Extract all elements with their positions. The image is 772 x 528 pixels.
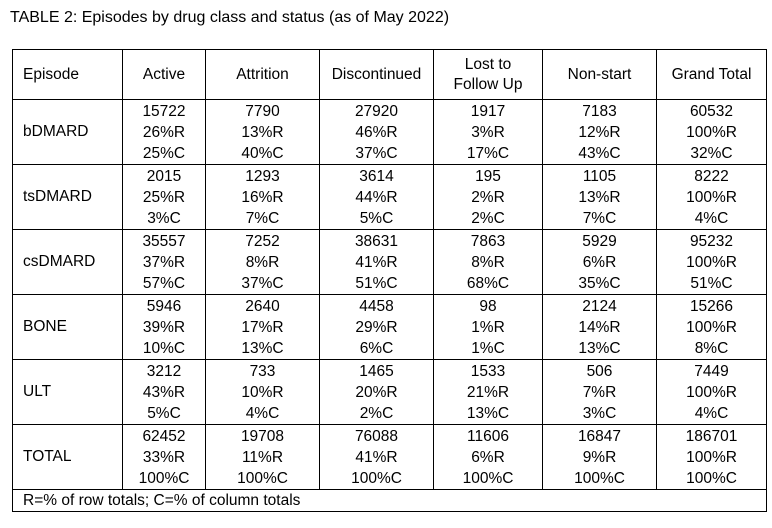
- cell-non-start: [543, 230, 657, 295]
- cell-row-percent: 100%R: [686, 448, 737, 466]
- cell-grand-total: [657, 360, 767, 425]
- cell-row-percent: 41%R: [355, 253, 398, 271]
- row-label: ULT: [13, 360, 123, 425]
- cell-column-percent: 7%C: [245, 209, 280, 227]
- cell-non-start: [543, 295, 657, 360]
- cell-column-percent: 68%C: [466, 274, 510, 292]
- cell-column-percent: 37%C: [355, 144, 398, 162]
- column-header-lost-line2: Follow Up: [453, 75, 523, 93]
- cell-column-percent: 2%C: [471, 209, 505, 227]
- cell-count: 35557: [142, 232, 186, 250]
- cell-row-percent: 12%R: [578, 123, 621, 141]
- cell-row-percent: 17%R: [241, 318, 284, 336]
- row-label: BONE: [13, 295, 123, 360]
- cell-grand-total: [657, 295, 767, 360]
- cell-column-percent: 25%C: [142, 144, 186, 162]
- cell-row-percent: 39%R: [142, 318, 186, 336]
- cell-row-percent: 33%R: [142, 448, 186, 466]
- header-row: [13, 50, 767, 100]
- cell-lost-to-follow-up: [434, 100, 543, 165]
- cell-count: 5946: [146, 297, 182, 315]
- cell-count: 186701: [685, 427, 738, 445]
- cell-row-percent: 20%R: [355, 383, 398, 401]
- episodes-table: [12, 49, 767, 512]
- cell-column-percent: 100%C: [237, 469, 288, 487]
- row-label: bDMARD: [13, 100, 123, 165]
- cell-count: 1917: [470, 102, 506, 120]
- column-header-grand-total: Grand Total: [657, 50, 767, 100]
- cell-column-percent: 100%C: [138, 469, 190, 487]
- cell-active: [123, 230, 206, 295]
- footer-row: [13, 490, 767, 512]
- cell-column-percent: 13%C: [466, 404, 510, 422]
- cell-count: 1533: [470, 362, 506, 380]
- cell-column-percent: 51%C: [690, 274, 733, 292]
- cell-attrition: [206, 165, 320, 230]
- cell-count: 733: [249, 362, 276, 380]
- cell-non-start: [543, 100, 657, 165]
- table-row: [13, 425, 767, 490]
- cell-lost-to-follow-up: [434, 295, 543, 360]
- cell-count: 1465: [359, 362, 394, 380]
- cell-row-percent: 11%R: [241, 448, 284, 466]
- cell-row-percent: 2%R: [471, 188, 505, 206]
- cell-column-percent: 4%C: [694, 209, 729, 227]
- cell-count: 11606: [467, 427, 509, 445]
- column-header-lost-line1: Lost to: [464, 55, 512, 73]
- cell-row-percent: 13%R: [241, 123, 284, 141]
- cell-column-percent: 10%C: [142, 339, 186, 357]
- cell-column-percent: 2%C: [359, 404, 394, 422]
- row-label: tsDMARD: [13, 165, 123, 230]
- cell-count: 7183: [582, 102, 617, 120]
- table-row: [13, 165, 767, 230]
- cell-row-percent: 26%R: [142, 123, 186, 141]
- cell-non-start: [543, 165, 657, 230]
- column-header-non-start: Non-start: [543, 50, 657, 100]
- cell-column-percent: 5%C: [147, 404, 181, 422]
- cell-count: 7449: [694, 362, 729, 380]
- cell-count: 62452: [142, 427, 186, 445]
- cell-active: [123, 360, 206, 425]
- cell-grand-total: [657, 100, 767, 165]
- cell-count: 8222: [694, 167, 729, 185]
- cell-count: 195: [475, 167, 501, 185]
- cell-grand-total: [657, 165, 767, 230]
- cell-column-percent: 3%C: [147, 209, 181, 227]
- cell-count: 506: [586, 362, 613, 380]
- cell-lost-to-follow-up: [434, 165, 543, 230]
- row-label: csDMARD: [13, 230, 123, 295]
- cell-column-percent: 35%C: [578, 274, 621, 292]
- cell-column-percent: 13%C: [578, 339, 621, 357]
- cell-discontinued: [320, 230, 434, 295]
- cell-count: 98: [479, 297, 497, 315]
- cell-column-percent: 4%C: [694, 404, 729, 422]
- cell-column-percent: 8%C: [694, 339, 729, 357]
- cell-count: 4458: [359, 297, 394, 315]
- cell-grand-total: [657, 425, 767, 490]
- cell-count: 7863: [470, 232, 506, 250]
- cell-count: 15722: [142, 102, 186, 120]
- cell-row-percent: 100%R: [686, 383, 737, 401]
- cell-row-percent: 100%R: [686, 188, 737, 206]
- cell-row-percent: 44%R: [355, 188, 398, 206]
- cell-grand-total: [657, 230, 767, 295]
- table-row: [13, 100, 767, 165]
- cell-row-percent: 25%R: [142, 188, 186, 206]
- cell-attrition: [206, 425, 320, 490]
- cell-count: 16847: [577, 427, 622, 445]
- cell-column-percent: 40%C: [241, 144, 284, 162]
- column-header-active: Active: [123, 50, 206, 100]
- cell-discontinued: [320, 360, 434, 425]
- table-footnote: R=% of row totals; C=% of column totals: [13, 490, 767, 512]
- cell-column-percent: 100%C: [351, 469, 402, 487]
- cell-column-percent: 3%C: [582, 404, 617, 422]
- cell-count: 15266: [689, 297, 734, 315]
- column-header-discontinued: Discontinued: [320, 50, 434, 100]
- cell-lost-to-follow-up: [434, 425, 543, 490]
- cell-count: 60532: [689, 102, 734, 120]
- cell-count: 1293: [245, 167, 280, 185]
- cell-count: 76088: [354, 427, 399, 445]
- cell-discontinued: [320, 425, 434, 490]
- cell-count: 7790: [245, 102, 280, 120]
- table-row: [13, 230, 767, 295]
- cell-column-percent: 7%C: [582, 209, 617, 227]
- cell-row-percent: 6%R: [582, 253, 617, 271]
- cell-row-percent: 13%R: [578, 188, 621, 206]
- cell-column-percent: 100%C: [462, 469, 514, 487]
- cell-row-percent: 100%R: [686, 123, 737, 141]
- cell-lost-to-follow-up: [434, 230, 543, 295]
- row-label: TOTAL: [13, 425, 123, 490]
- cell-non-start: [543, 425, 657, 490]
- cell-row-percent: 46%R: [355, 123, 398, 141]
- cell-row-percent: 8%R: [471, 253, 505, 271]
- cell-row-percent: 41%R: [355, 448, 398, 466]
- cell-discontinued: [320, 100, 434, 165]
- cell-count: 2640: [245, 297, 280, 315]
- column-header-attrition: Attrition: [206, 50, 320, 100]
- cell-row-percent: 43%R: [142, 383, 186, 401]
- cell-row-percent: 37%R: [142, 253, 186, 271]
- table-row: [13, 360, 767, 425]
- cell-row-percent: 14%R: [578, 318, 621, 336]
- cell-column-percent: 13%C: [241, 339, 284, 357]
- cell-column-percent: 4%C: [245, 404, 280, 422]
- cell-column-percent: 6%C: [359, 339, 394, 357]
- cell-row-percent: 9%R: [582, 448, 617, 466]
- cell-column-percent: 32%C: [690, 144, 733, 162]
- cell-column-percent: 1%C: [471, 339, 505, 357]
- cell-column-percent: 43%C: [578, 144, 621, 162]
- cell-row-percent: 7%R: [582, 383, 617, 401]
- cell-discontinued: [320, 165, 434, 230]
- table-row: [13, 295, 767, 360]
- cell-column-percent: 5%C: [359, 209, 394, 227]
- cell-attrition: [206, 100, 320, 165]
- cell-count: 38631: [354, 232, 399, 250]
- cell-row-percent: 21%R: [466, 383, 510, 401]
- cell-lost-to-follow-up: [434, 360, 543, 425]
- column-header-lost-to-follow-up: [434, 50, 543, 100]
- column-header-episode: Episode: [13, 50, 123, 100]
- cell-row-percent: 1%R: [471, 318, 505, 336]
- cell-column-percent: 51%C: [355, 274, 398, 292]
- table-body: [13, 100, 767, 490]
- cell-attrition: [206, 360, 320, 425]
- cell-non-start: [543, 360, 657, 425]
- cell-column-percent: 37%C: [241, 274, 284, 292]
- cell-count: 5929: [582, 232, 617, 250]
- cell-row-percent: 29%R: [355, 318, 398, 336]
- cell-attrition: [206, 230, 320, 295]
- cell-column-percent: 57%C: [142, 274, 186, 292]
- cell-column-percent: 100%C: [574, 469, 625, 487]
- cell-count: 3212: [146, 362, 182, 380]
- cell-count: 1105: [582, 167, 617, 185]
- cell-row-percent: 10%R: [241, 383, 284, 401]
- cell-row-percent: 3%R: [471, 123, 505, 141]
- cell-active: [123, 295, 206, 360]
- cell-count: 27920: [354, 102, 399, 120]
- cell-discontinued: [320, 295, 434, 360]
- cell-count: 3614: [359, 167, 394, 185]
- cell-attrition: [206, 295, 320, 360]
- cell-active: [123, 165, 206, 230]
- cell-count: 2124: [582, 297, 617, 315]
- cell-row-percent: 100%R: [686, 318, 737, 336]
- cell-count: 7252: [245, 232, 280, 250]
- cell-row-percent: 6%R: [471, 448, 505, 466]
- cell-count: 2015: [146, 167, 182, 185]
- cell-row-percent: 8%R: [245, 253, 280, 271]
- cell-active: [123, 100, 206, 165]
- cell-count: 95232: [689, 232, 734, 250]
- cell-row-percent: 16%R: [241, 188, 284, 206]
- table-caption: TABLE 2: Episodes by drug class and status (as of May 2022): [10, 9, 450, 26]
- cell-row-percent: 100%R: [686, 253, 737, 271]
- cell-active: [123, 425, 206, 490]
- cell-count: 19708: [240, 427, 285, 445]
- cell-column-percent: 100%C: [686, 469, 737, 487]
- cell-column-percent: 17%C: [466, 144, 510, 162]
